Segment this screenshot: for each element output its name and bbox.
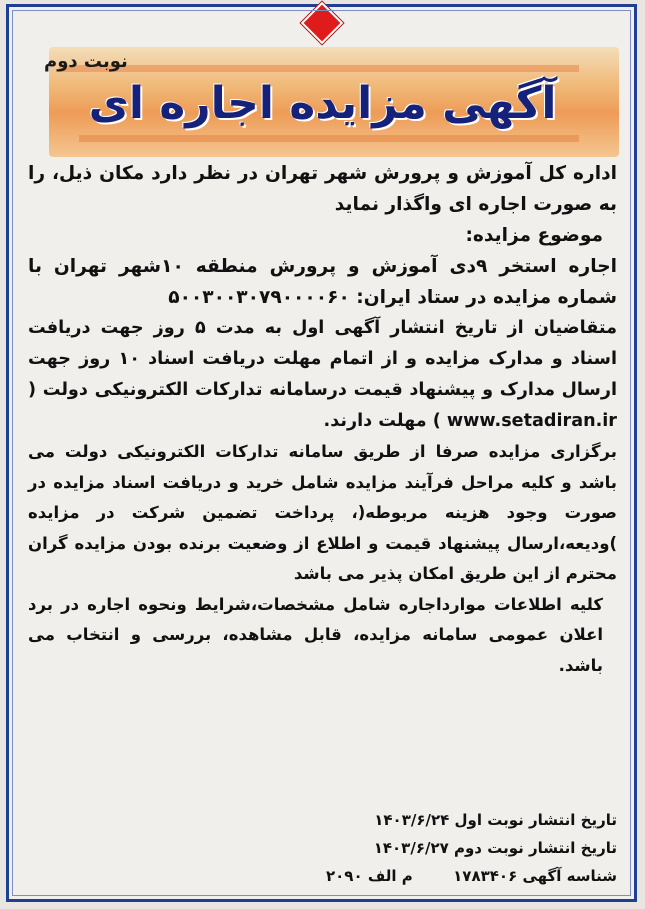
ad-body [28,158,617,681]
ad-title: آگهی مزایده اجاره ای [88,78,557,129]
ad-footer [28,806,617,890]
subject-heading: موضوع مزایده: [465,225,603,246]
subject-paragraph: اجاره استخر ۹دی آموزش و پرورش منطقه ۱۰شهر تهران با شماره مزایده در ستاد ایران: ۵۰۰۳۰۰۳۰۷۹۰۰۰۰۶۰ [28,256,617,308]
ad-id: شناسه آگهی ۱۷۸۳۴۰۶ [453,867,617,885]
banner-stripe [59,65,579,72]
banner-stripe [79,135,579,142]
round-label: نوبت دوم [44,51,128,72]
ad-id-line [28,862,617,890]
second-publish-date: تاریخ انتشار نوبت دوم ۱۴۰۳/۶/۲۷ [373,839,617,857]
first-publish-date: تاریخ انتشار نوبت اول ۱۴۰۳/۶/۲۴ [374,811,617,829]
intro-paragraph: اداره کل آموزش و پرورش شهر تهران در نظر دارد مکان ذیل، را به صورت اجاره ای واگذار نماید [28,163,617,215]
ad-code: م الف ۲۰۹۰ [325,867,413,885]
deadline-paragraph: متقاضیان از تاریخ انتشار آگهی اول به مدت ۵ روز جهت دریافت اسناد و مدارک مزایده و از اتمام مهلت دریافت اسناد ۱۰ روز جهت ارسال مدارک و پیشنهاد قیمت درسامانه تدارکات الکترونیکی دولت ( www.setadiran.ir ) مهلت دارند. [28,318,617,431]
process-paragraph: برگزاری مزایده صرفا از طریق سامانه تدارکات الکترونیکی دولت می باشد و کلیه مراحل فرآیند مزایده شامل خرید و دریافت اسناد مزایده در صورت وجود هزینه مربوطه(، پرداخت تضمین شرکت در مزایده )ودیعه،ارسال پیشنهاد قیمت و اطلاع از وضعیت برنده بودن مزایده گران محترم از این طریق امکان پذیر می باشد [28,442,617,583]
diamond-ornament-icon [304,5,341,42]
info-paragraph: کلیه اطلاعات موارداجاره شامل مشخصات،شرایط ونحوه اجاره در برد اعلان عمومی سامانه مزایده، قابل مشاهده، بررسی و انتخاب می باشد. [28,594,603,675]
